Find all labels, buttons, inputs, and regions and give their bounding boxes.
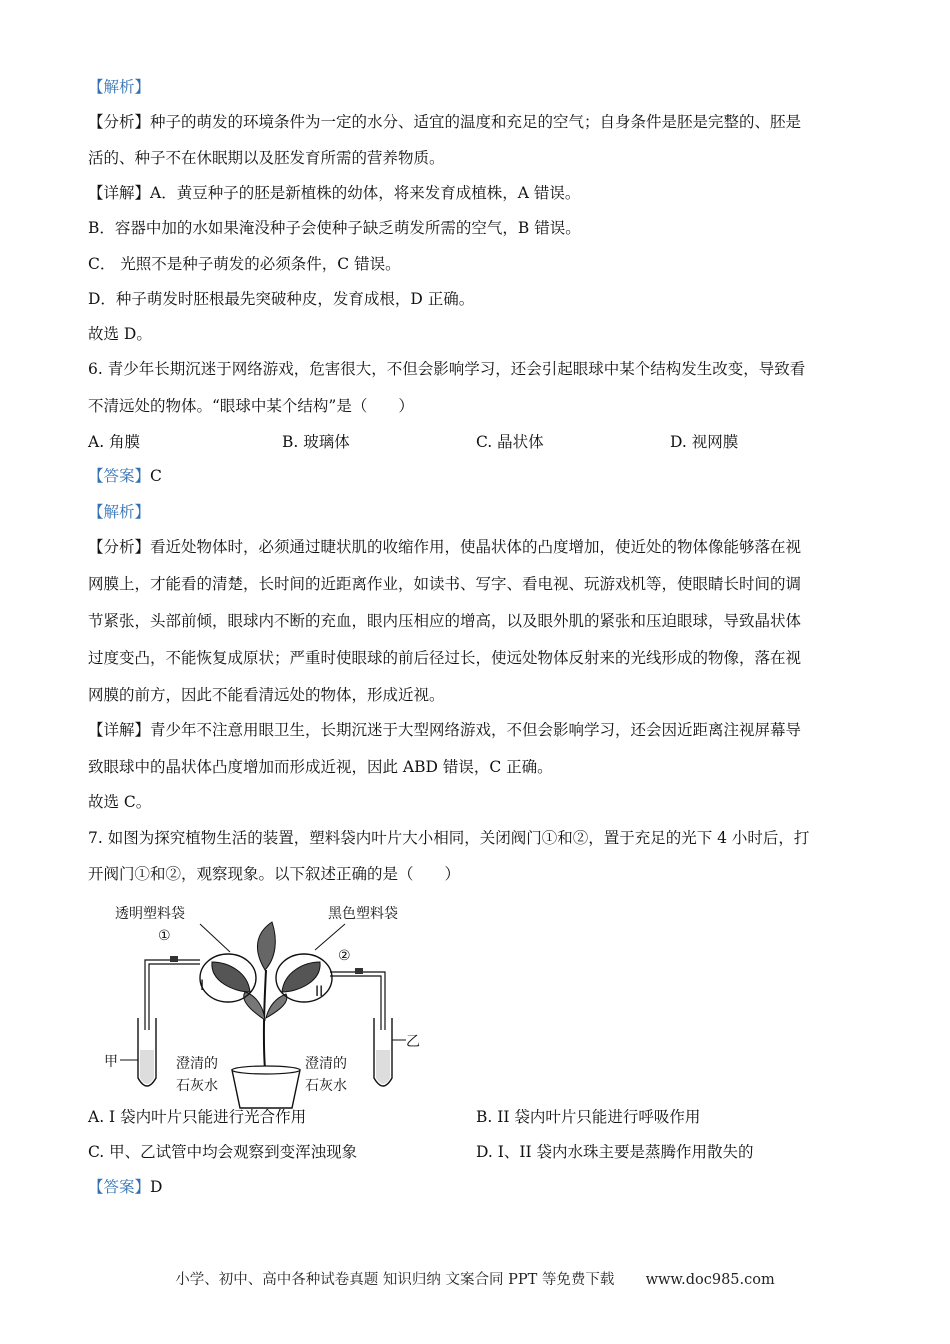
q6-option-a: A. 角膜 bbox=[88, 433, 141, 451]
q5-analysis-para-1 bbox=[88, 112, 801, 132]
q7-option-c: C. 甲、乙试管中均会观察到变浑浊现象 bbox=[88, 1143, 358, 1161]
q5-detail-c: C． 光照不是种子萌发的必须条件，C 错误。 bbox=[88, 255, 401, 273]
tube-yi-label: 乙 bbox=[406, 1034, 420, 1050]
q6-stem-1: 6. 青少年长期沉迷于网络游戏，危害很大，不但会影响学习，还会引起眼球中某个结构发生改变，导致看 bbox=[88, 360, 806, 378]
q5-fenxi-text-2: 活的、种子不在休眠期以及胚发育所需的营养物质。 bbox=[88, 149, 445, 167]
q7-stem-1: 7. 如图为探究植物生活的装置，塑料袋内叶片大小相同，关闭阀门①和②，置于充足的光下 4 小时后，打 bbox=[88, 829, 810, 847]
black-bag-pointer bbox=[315, 924, 345, 950]
q5-analysis-heading: 【解析】 bbox=[88, 78, 151, 96]
valve-2-icon bbox=[355, 968, 363, 974]
valve-1-label: ① bbox=[158, 928, 171, 944]
small-leaf-right-icon bbox=[266, 994, 287, 1018]
footer-url-link[interactable]: www.doc985.com bbox=[645, 1272, 775, 1288]
bag-2-label: II bbox=[315, 984, 324, 1000]
left-tube-outer bbox=[145, 960, 200, 1030]
valve-2-label: ② bbox=[338, 948, 351, 964]
bag-1-label: I bbox=[200, 978, 205, 994]
q7-answer-tag: 【答案】 bbox=[88, 1178, 151, 1196]
right-tube-outer bbox=[330, 972, 385, 1030]
tube-yi-liquid bbox=[376, 1050, 390, 1084]
q7-stem-2: 开阀门①和②，观察现象。以下叙述正确的是（ ） bbox=[88, 865, 461, 883]
q6-fenxi-1 bbox=[88, 537, 801, 557]
q6-fenxi-tag: 【分析】 bbox=[88, 538, 151, 556]
q6-fenxi-2: 网膜上，才能看的清楚，长时间的近距离作业，如读书、写字、看电视、玩游戏机等，使眼睛长时间的调 bbox=[88, 575, 802, 593]
q6-option-d: D. 视网膜 bbox=[670, 433, 739, 451]
q5-detail-d: D．种子萌发时胚根最先突破种皮，发育成根，D 正确。 bbox=[88, 290, 475, 308]
q7-answer bbox=[88, 1177, 162, 1197]
transparent-bag-pointer bbox=[200, 924, 230, 952]
flower-pot-icon bbox=[232, 1070, 300, 1108]
q5-detail-tag: 【详解】 bbox=[88, 184, 151, 202]
q7-option-b: B. II 袋内叶片只能进行呼吸作用 bbox=[476, 1108, 701, 1126]
limewater-left-1: 澄清的 bbox=[176, 1056, 218, 1072]
q6-answer bbox=[88, 466, 162, 486]
footer-text: 小学、初中、高中各种试卷真题 知识归纳 文案合同 PPT 等免费下载 bbox=[175, 1272, 615, 1288]
q6-option-c: C. 晶状体 bbox=[476, 433, 544, 451]
q7-option-d: D. I、II 袋内水珠主要是蒸腾作用散失的 bbox=[476, 1143, 754, 1161]
q6-stem-2: 不清远处的物体。“眼球中某个结构”是（ ） bbox=[88, 397, 414, 415]
q6-answer-value: C bbox=[150, 467, 162, 485]
limewater-right-2: 石灰水 bbox=[305, 1078, 347, 1094]
q6-option-b: B. 玻璃体 bbox=[282, 433, 350, 451]
q7-answer-value: D bbox=[150, 1178, 163, 1196]
page-footer bbox=[0, 1271, 950, 1289]
q7-option-a: A. I 袋内叶片只能进行光合作用 bbox=[88, 1108, 307, 1126]
q6-fenxi-3: 节紧张，头部前倾，眼球内不断的充血，眼内压相应的增高，以及眼外肌的紧张和压迫眼球，导致晶状体 bbox=[88, 612, 802, 630]
q6-detail-text-1: 青少年不注意用眼卫生，长期沉迷于大型网络游戏，不但会影响学习，还会因近距离注视屏幕导 bbox=[150, 721, 802, 739]
q6-analysis-heading: 【解析】 bbox=[88, 503, 151, 521]
q5-fenxi-text-1: 种子的萌发的环境条件为一定的水分、适宜的温度和充足的空气；自身条件是胚是完整的、胚是 bbox=[150, 113, 802, 131]
valve-1-icon bbox=[170, 956, 178, 962]
q6-answer-tag: 【答案】 bbox=[88, 467, 151, 485]
tube-jia-liquid bbox=[140, 1050, 154, 1084]
q6-detail-2: 致眼球中的晶状体凸度增加而形成近视，因此 ABD 错误，C 正确。 bbox=[88, 758, 553, 776]
q5-detail-b: B．容器中加的水如果淹没种子会使种子缺乏萌发所需的空气，B 错误。 bbox=[88, 219, 581, 237]
q6-detail-tag: 【详解】 bbox=[88, 721, 151, 739]
tube-jia-label: 甲 bbox=[104, 1054, 118, 1070]
top-leaf-icon bbox=[257, 922, 275, 970]
q6-choose: 故选 C。 bbox=[88, 793, 152, 811]
q6-fenxi-4: 过度变凸，不能恢复成原状；严重时使眼球的前后径过长，使远处物体反射来的光线形成的物像，落在视 bbox=[88, 649, 802, 667]
q5-choose: 故选 D。 bbox=[88, 325, 152, 343]
q5-fenxi-tag: 【分析】 bbox=[88, 113, 151, 131]
pot-rim bbox=[232, 1066, 300, 1074]
q7-experiment-figure bbox=[100, 900, 430, 1115]
q6-fenxi-text-1: 看近处物体时，必须通过睫状肌的收缩作用，使晶状体的凸度增加，使近处的物体像能够落在视 bbox=[150, 538, 802, 556]
q5-detail-a bbox=[88, 183, 580, 203]
q6-fenxi-5: 网膜的前方，因此不能看清远处的物体，形成近视。 bbox=[88, 686, 445, 704]
q5-detail-a-text: A．黄豆种子的胚是新植株的幼体，将来发育成植株，A 错误。 bbox=[150, 184, 581, 202]
limewater-right-1: 澄清的 bbox=[305, 1056, 347, 1072]
black-bag-label: 黑色塑料袋 bbox=[328, 906, 398, 922]
bag-1-leaf-icon bbox=[212, 962, 250, 992]
limewater-left-2: 石灰水 bbox=[176, 1078, 218, 1094]
transparent-bag-label: 透明塑料袋 bbox=[115, 906, 185, 922]
q6-detail-1 bbox=[88, 720, 801, 740]
